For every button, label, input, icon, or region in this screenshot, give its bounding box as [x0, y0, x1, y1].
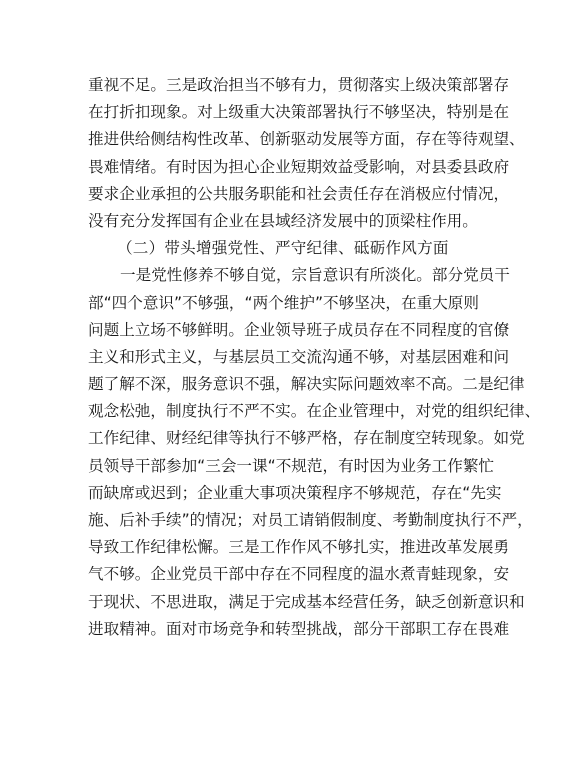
paragraph-line: 题了解不深，服务意识不强，解决实际问题效率不高。二是纪律: [88, 375, 525, 394]
paragraph-line: 导致工作纪律松懈。三是工作作风不够扎实，推进改革发展勇: [88, 538, 510, 557]
paragraph-line: 没有充分发挥国有企业在县域经济发展中的顶梁柱作用。: [88, 211, 478, 230]
paragraph-line: 一是党性修养不够自觉，宗旨意识有所淡化。部分党员干: [120, 266, 510, 285]
paragraph-line: 气不够。企业党员干部中存在不同程度的温水煮青蛙现象，安: [88, 565, 510, 584]
paragraph-line: 施、后补手续”的情况；对员工请销假制度、考勤制度执行不严，: [88, 511, 533, 529]
paragraph-line: 而缺席或迟到；企业重大事项决策程序不够规范，存在“先实: [88, 483, 502, 502]
paragraph-line: 在打折扣现象。对上级重大决策部署执行不够坚决，特别是在: [88, 103, 510, 122]
paragraph-line: 问题上立场不够鲜明。企业领导班子成员存在不同程度的官僚: [88, 320, 510, 339]
section-heading: （二）带头增强党性、严守纪律、砥砺作风方面: [117, 239, 449, 258]
paragraph-line: 工作纪律、财经纪律等执行不够严格，存在制度空转现象。如党: [88, 429, 525, 448]
document-body: [88, 72, 541, 643]
paragraph-line: 推进供给侧结构性改革、创新驱动发展等方面，存在等待观望、: [88, 130, 525, 149]
paragraph-line: 进取精神。面对市场竞争和转型挑战，部分干部职工存在畏难: [88, 619, 510, 638]
paragraph-line: 主义和形式主义，与基层员工交流沟通不够，对基层困难和问: [88, 347, 510, 366]
paragraph-line: 要求企业承担的公共服务职能和社会责任存在消极应付情况，: [88, 184, 510, 203]
paragraph-line: 重视不足。三是政治担当不够有力，贯彻落实上级决策部署存: [88, 76, 510, 94]
paragraph-line: 于现状、不思进取，满足于完成基本经营任务，缺乏创新意识和: [88, 592, 525, 611]
paragraph-line: 部“四个意识”不够强，“两个维护”不够坚决，在重大原则: [88, 293, 479, 312]
paragraph-line: 员领导干部参加“三会一课“不规范，有时因为业务工作繁忙: [88, 456, 495, 475]
paragraph-line: 畏难情绪。有时因为担心企业短期效益受影响，对县委县政府: [88, 157, 510, 176]
paragraph-line: 观念松弛，制度执行不严不实。在企业管理中，对党的组织纪律、: [88, 402, 541, 421]
